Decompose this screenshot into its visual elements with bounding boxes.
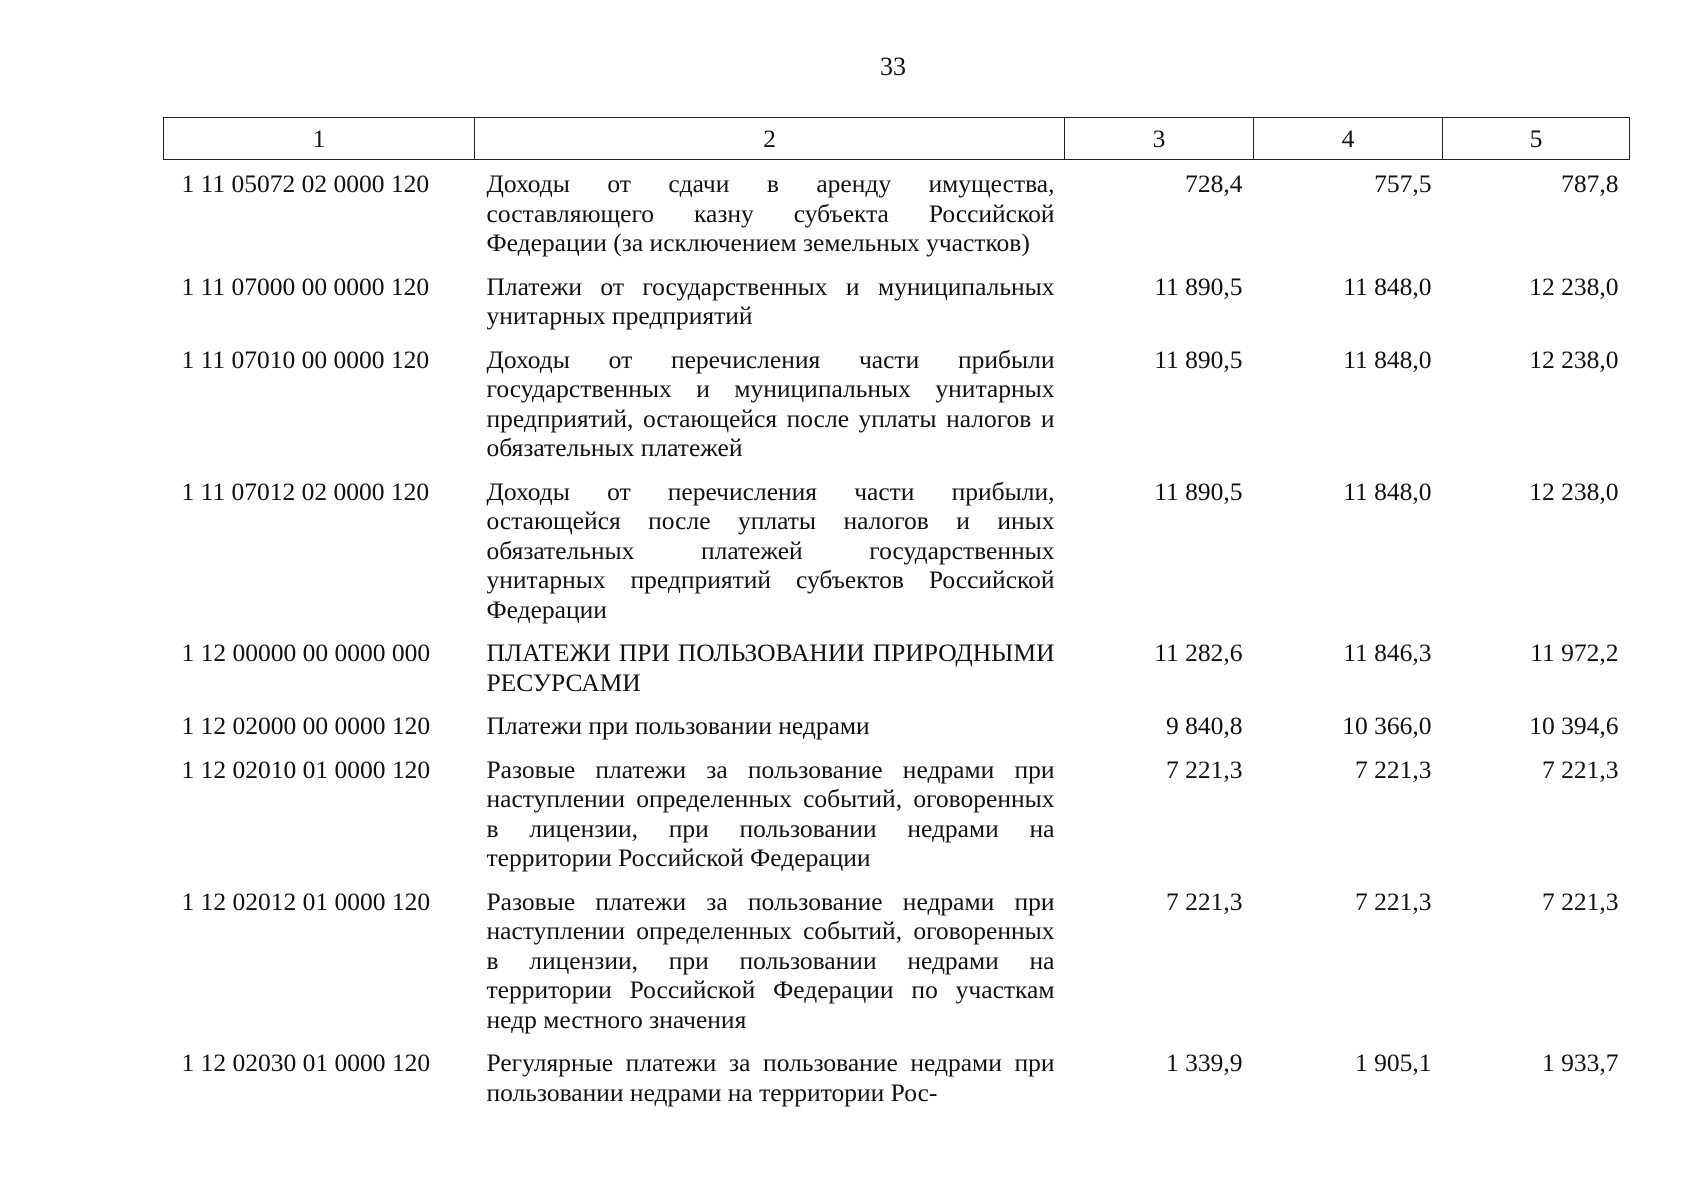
row-value-col-3: 11 890,5 (1154, 476, 1243, 506)
row-name: Доходы от перечисления части прибыли, остающейся после уплаты налогов и иных обязательных платежей государственных унитарных предприятий субъектов Российской Федерации (486, 476, 1055, 624)
row-value-col-3: 9 840,8 (1166, 711, 1243, 740)
row-value-col-4: 757,5 (1374, 169, 1432, 198)
header-col-5: 5 (1443, 118, 1630, 160)
table-row (164, 878, 1630, 1040)
row-value-col-4: 11 848,0 (1343, 344, 1432, 374)
row-code: 1 11 07012 02 0000 120 (181, 476, 430, 506)
budget-revenue-table (163, 117, 1630, 1112)
table-row (164, 468, 1630, 630)
table-row (164, 746, 1630, 878)
row-code: 1 12 02010 01 0000 120 (181, 754, 431, 784)
row-code: 1 12 02012 01 0000 120 (181, 886, 431, 916)
row-value-col-3: 11 890,5 (1154, 271, 1243, 301)
row-name: ПЛАТЕЖИ ПРИ ПОЛЬЗОВАНИИ ПРИРОДНЫМИ РЕСУРСАМИ (486, 638, 1055, 697)
row-value-col-5: 10 394,6 (1529, 711, 1619, 740)
row-value-col-5: 7 221,3 (1542, 754, 1619, 784)
table-body (164, 160, 1630, 1113)
row-name: Разовые платежи за пользование недрами при наступлении определенных событий, оговоренных в лицензии, при пользовании недрами на территории Российской Федерации (486, 754, 1055, 872)
header-col-1: 1 (164, 118, 475, 160)
row-name: Доходы от сдачи в аренду имущества, составляющего казну субъекта Российской Федерации (за исключением земельных участков) (486, 169, 1055, 257)
row-name: Платежи при пользовании недрами (486, 711, 870, 740)
row-value-col-4: 10 366,0 (1342, 711, 1432, 740)
row-code: 1 12 00000 00 0000 000 (181, 638, 431, 667)
row-name: Разовые платежи за пользование недрами при наступлении определенных событий, оговоренных в лицензии, при пользовании недрами на территории Российской Федерации по участкам недр местного значения (486, 886, 1055, 1034)
table-row (164, 336, 1630, 468)
row-code: 1 12 02030 01 0000 120 (181, 1048, 431, 1077)
table-row (164, 263, 1630, 336)
row-value-col-4: 11 848,0 (1343, 271, 1432, 301)
row-code: 1 11 07010 00 0000 120 (181, 344, 430, 374)
header-col-4: 4 (1254, 118, 1443, 160)
row-value-col-3: 1 339,9 (1166, 1048, 1243, 1077)
row-value-col-5: 11 972,2 (1530, 638, 1619, 667)
table-header (164, 118, 1630, 160)
row-value-col-5: 12 238,0 (1529, 344, 1619, 374)
row-value-col-3: 7 221,3 (1166, 754, 1243, 784)
row-value-col-5: 1 933,7 (1542, 1048, 1619, 1077)
row-value-col-4: 7 221,3 (1355, 754, 1432, 784)
table-row (164, 629, 1630, 702)
row-value-col-5: 7 221,3 (1542, 886, 1619, 916)
row-code: 1 11 07000 00 0000 120 (181, 271, 430, 301)
row-name: Регулярные платежи за пользование недрами при пользовании недрами на территории Рос- (486, 1048, 1055, 1107)
row-value-col-4: 1 905,1 (1355, 1048, 1432, 1077)
row-value-col-5: 787,8 (1561, 169, 1619, 198)
header-row (164, 118, 1630, 160)
row-value-col-4: 7 221,3 (1355, 886, 1432, 916)
row-value-col-4: 11 848,0 (1343, 476, 1432, 506)
row-value-col-3: 11 890,5 (1154, 344, 1243, 374)
row-value-col-5: 12 238,0 (1529, 476, 1619, 506)
table-row (164, 702, 1630, 746)
header-col-3: 3 (1065, 118, 1254, 160)
row-value-col-3: 7 221,3 (1166, 886, 1243, 916)
row-value-col-5: 12 238,0 (1529, 271, 1619, 301)
row-value-col-3: 11 282,6 (1154, 638, 1243, 667)
row-name: Доходы от перечисления части прибыли государственных и муниципальных унитарных предприятий, остающейся после уплаты налогов и обязательных платежей (486, 344, 1055, 462)
table-row (164, 160, 1630, 263)
row-code: 1 11 05072 02 0000 120 (181, 169, 430, 198)
row-value-col-4: 11 846,3 (1343, 638, 1432, 667)
header-col-2: 2 (475, 118, 1065, 160)
table-row (164, 1039, 1630, 1112)
row-code: 1 12 02000 00 0000 120 (181, 711, 431, 740)
row-value-col-3: 728,4 (1185, 169, 1243, 198)
page-number: 33 (880, 52, 906, 81)
row-name: Платежи от государственных и муниципальных унитарных предприятий (486, 271, 1055, 330)
